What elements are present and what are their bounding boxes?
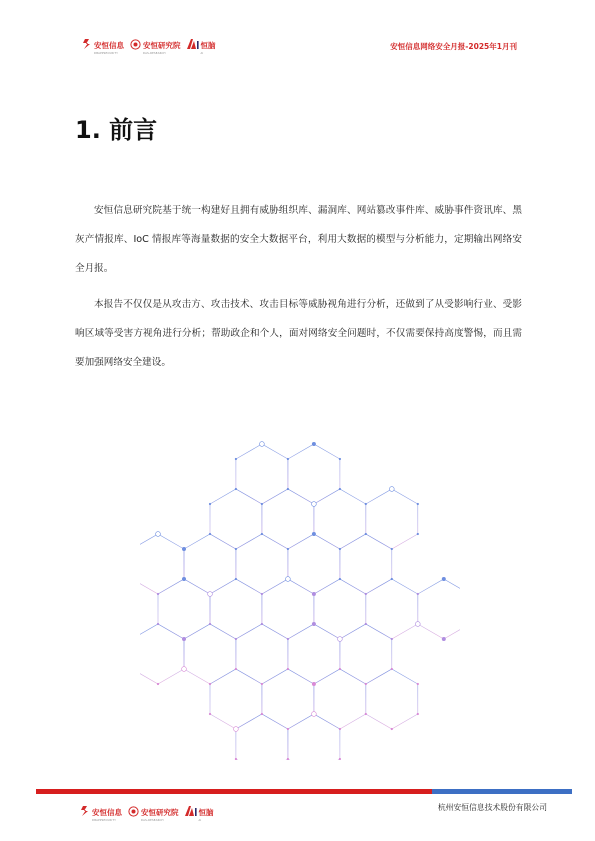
logo-subtext: DBAPPSECURITY [94, 52, 119, 55]
hexagon-node [287, 728, 289, 730]
das-research-logo-icon [130, 39, 141, 50]
hexagon-node [417, 533, 419, 535]
logo-text: 安恒信息 [94, 41, 124, 50]
hexagon-node [391, 728, 393, 730]
ai-logo-icon [185, 806, 197, 816]
hexagon-node [339, 758, 341, 760]
hexagon-node [391, 638, 393, 640]
hexagon-node [417, 713, 419, 715]
hexagon-node [417, 593, 419, 595]
footer-bar-red [36, 789, 432, 794]
logo-subtext: AI [200, 52, 204, 55]
hexagon-node [339, 668, 341, 670]
hexagon-cell [140, 534, 184, 594]
hexagon-cell [210, 579, 262, 639]
logo-subtext: DAS-RESEARCH [141, 819, 164, 822]
logo-subtext: AI [198, 819, 202, 822]
hexagon-node [287, 758, 289, 760]
logo-subtext: DAS-RESEARCH [143, 52, 166, 55]
hexagon-node [235, 548, 237, 550]
hexagon-node [235, 458, 237, 460]
footer-company-name: 杭州安恒信息技术股份有限公司 [437, 803, 547, 812]
hexagon-node [261, 503, 263, 505]
hexagon-node [287, 548, 289, 550]
section-title: 1. 前言 [75, 116, 158, 144]
hexagon-cell [366, 489, 418, 549]
das-research-logo-icon [128, 806, 139, 817]
header-logo-group [82, 33, 216, 56]
hexagon-node [339, 458, 341, 460]
dbappsecurity-logo-icon [80, 805, 90, 817]
hexagon-network-graphic [140, 440, 460, 760]
hexagon-node [209, 683, 211, 685]
hexagon-node [287, 668, 289, 670]
hexagon-cell [340, 534, 392, 594]
hexagon-node [157, 593, 159, 595]
hexagon-node [235, 488, 237, 490]
hexagon-node [417, 503, 419, 505]
hexagon-node [365, 503, 367, 505]
hexagon-node [235, 758, 237, 760]
hexagon-node [389, 487, 394, 492]
hexagon-node [209, 503, 211, 505]
hexagon-node [182, 637, 186, 641]
logo-text: 安恒研究院 [143, 41, 181, 50]
hexagon-node [312, 712, 317, 717]
hexagon-node [235, 578, 237, 580]
hexagon-cell [158, 579, 210, 639]
hexagon-node [261, 683, 263, 685]
hexagon-node [156, 532, 161, 537]
logo-text: 恒脑 [198, 808, 214, 817]
hexagon-node [157, 683, 159, 685]
hexagon-node [339, 548, 341, 550]
hexagon-node [339, 728, 341, 730]
footer-logo-ai [185, 800, 214, 823]
hexagon-node [209, 713, 211, 715]
hexagon-node [312, 532, 316, 536]
hexagon-cell [288, 444, 340, 504]
hexagon-node [339, 488, 341, 490]
logo-text: 安恒信息 [92, 808, 122, 817]
footer-logo-dbappsecurity [80, 800, 122, 823]
hexagon-node [235, 668, 237, 670]
hexagon-node [391, 668, 393, 670]
hexagon-node [287, 488, 289, 490]
hexagon-node [312, 502, 317, 507]
hexagon-node [260, 442, 265, 447]
hexagon-cell [140, 624, 184, 684]
hexagon-cell [418, 579, 460, 639]
hexagon-cell [236, 534, 288, 594]
footer-logo-group [80, 800, 214, 823]
hexagon-cell [262, 669, 314, 729]
hexagon-node [261, 593, 263, 595]
hexagon-cell [236, 444, 288, 504]
hexagon-node [312, 682, 316, 686]
hexagon-node [312, 622, 316, 626]
hexagon-cell [288, 714, 340, 760]
hexagon-node [287, 638, 289, 640]
hexagon-cell [314, 669, 366, 729]
hexagon-node [234, 727, 239, 732]
hexagon-node [157, 623, 159, 625]
hexagon-node [365, 593, 367, 595]
hexagon-node [365, 623, 367, 625]
footer-bar-blue [432, 789, 572, 794]
hexagon-node [312, 442, 316, 446]
hexagon-node [338, 637, 343, 642]
hexagon-node [261, 713, 263, 715]
hexagon-node [365, 683, 367, 685]
dbappsecurity-logo-icon [82, 38, 92, 50]
hexagon-cell [262, 489, 314, 549]
logo-text: 恒脑 [200, 41, 216, 50]
hexagon-node [391, 578, 393, 580]
report-title: 安恒信息网络安全月报-2025年1月刊 [390, 42, 517, 51]
hexagon-node [365, 533, 367, 535]
hexagon-node [365, 713, 367, 715]
hexagon-node [442, 637, 446, 641]
hexagon-cell [262, 579, 314, 639]
footer-logo-das-research [128, 800, 179, 823]
hexagon-node [208, 592, 213, 597]
hexagon-node [182, 667, 187, 672]
hexagon-node [287, 458, 289, 460]
hexagon-cell [340, 624, 392, 684]
hexagon-node [417, 683, 419, 685]
header-logo-ai [187, 33, 216, 56]
hexagon-node [235, 638, 237, 640]
hexagon-node [209, 533, 211, 535]
hexagon-cell [366, 669, 418, 729]
hexagon-cell [184, 534, 236, 594]
hexagon-node [261, 533, 263, 535]
header-logo-das-research [130, 33, 181, 56]
hexagon-cell [314, 579, 366, 639]
intro-paragraph-1: 安恒信息研究院基于统一构建好且拥有威胁组织库、漏洞库、网站篡改事件库、威胁事件资讯库、黑灰产情报库、IoC 情报库等海量数据的安全大数据平台，利用大数据的模型与分析能力，定期输出网络安全月报。 [75, 205, 522, 274]
hexagon-node [286, 577, 291, 582]
hexagon-cell [236, 714, 288, 760]
intro-paragraph-2: 本报告不仅仅是从攻击方、攻击技术、攻击目标等威胁视角进行分析，还做到了从受影响行业、受影响区域等受害方视角进行分析；帮助政企和个人，面对网络安全问题时，不仅需要保持高度警惕，而且需要加强网络安全建设。 [75, 299, 522, 368]
hexagon-node [391, 548, 393, 550]
hexagon-cell [210, 669, 262, 729]
hexagon-node [182, 547, 186, 551]
hexagon-node [182, 577, 186, 581]
logo-subtext: DBAPPSECURITY [92, 819, 117, 822]
hexagon-cell [236, 624, 288, 684]
hexagon-node [209, 623, 211, 625]
hexagon-node [261, 623, 263, 625]
header-logo-dbappsecurity [82, 33, 124, 56]
hexagon-cell [210, 489, 262, 549]
hexagon-node [415, 622, 420, 627]
hexagon-cell [288, 534, 340, 594]
hexagon-node [442, 577, 446, 581]
hexagon-cell [314, 489, 366, 549]
hexagon-node [339, 578, 341, 580]
hexagon-cell [366, 579, 418, 639]
ai-logo-icon [187, 39, 199, 49]
hexagon-cell [184, 624, 236, 684]
hexagon-cell [288, 624, 340, 684]
logo-text: 安恒研究院 [141, 808, 179, 817]
hexagon-node [312, 592, 316, 596]
